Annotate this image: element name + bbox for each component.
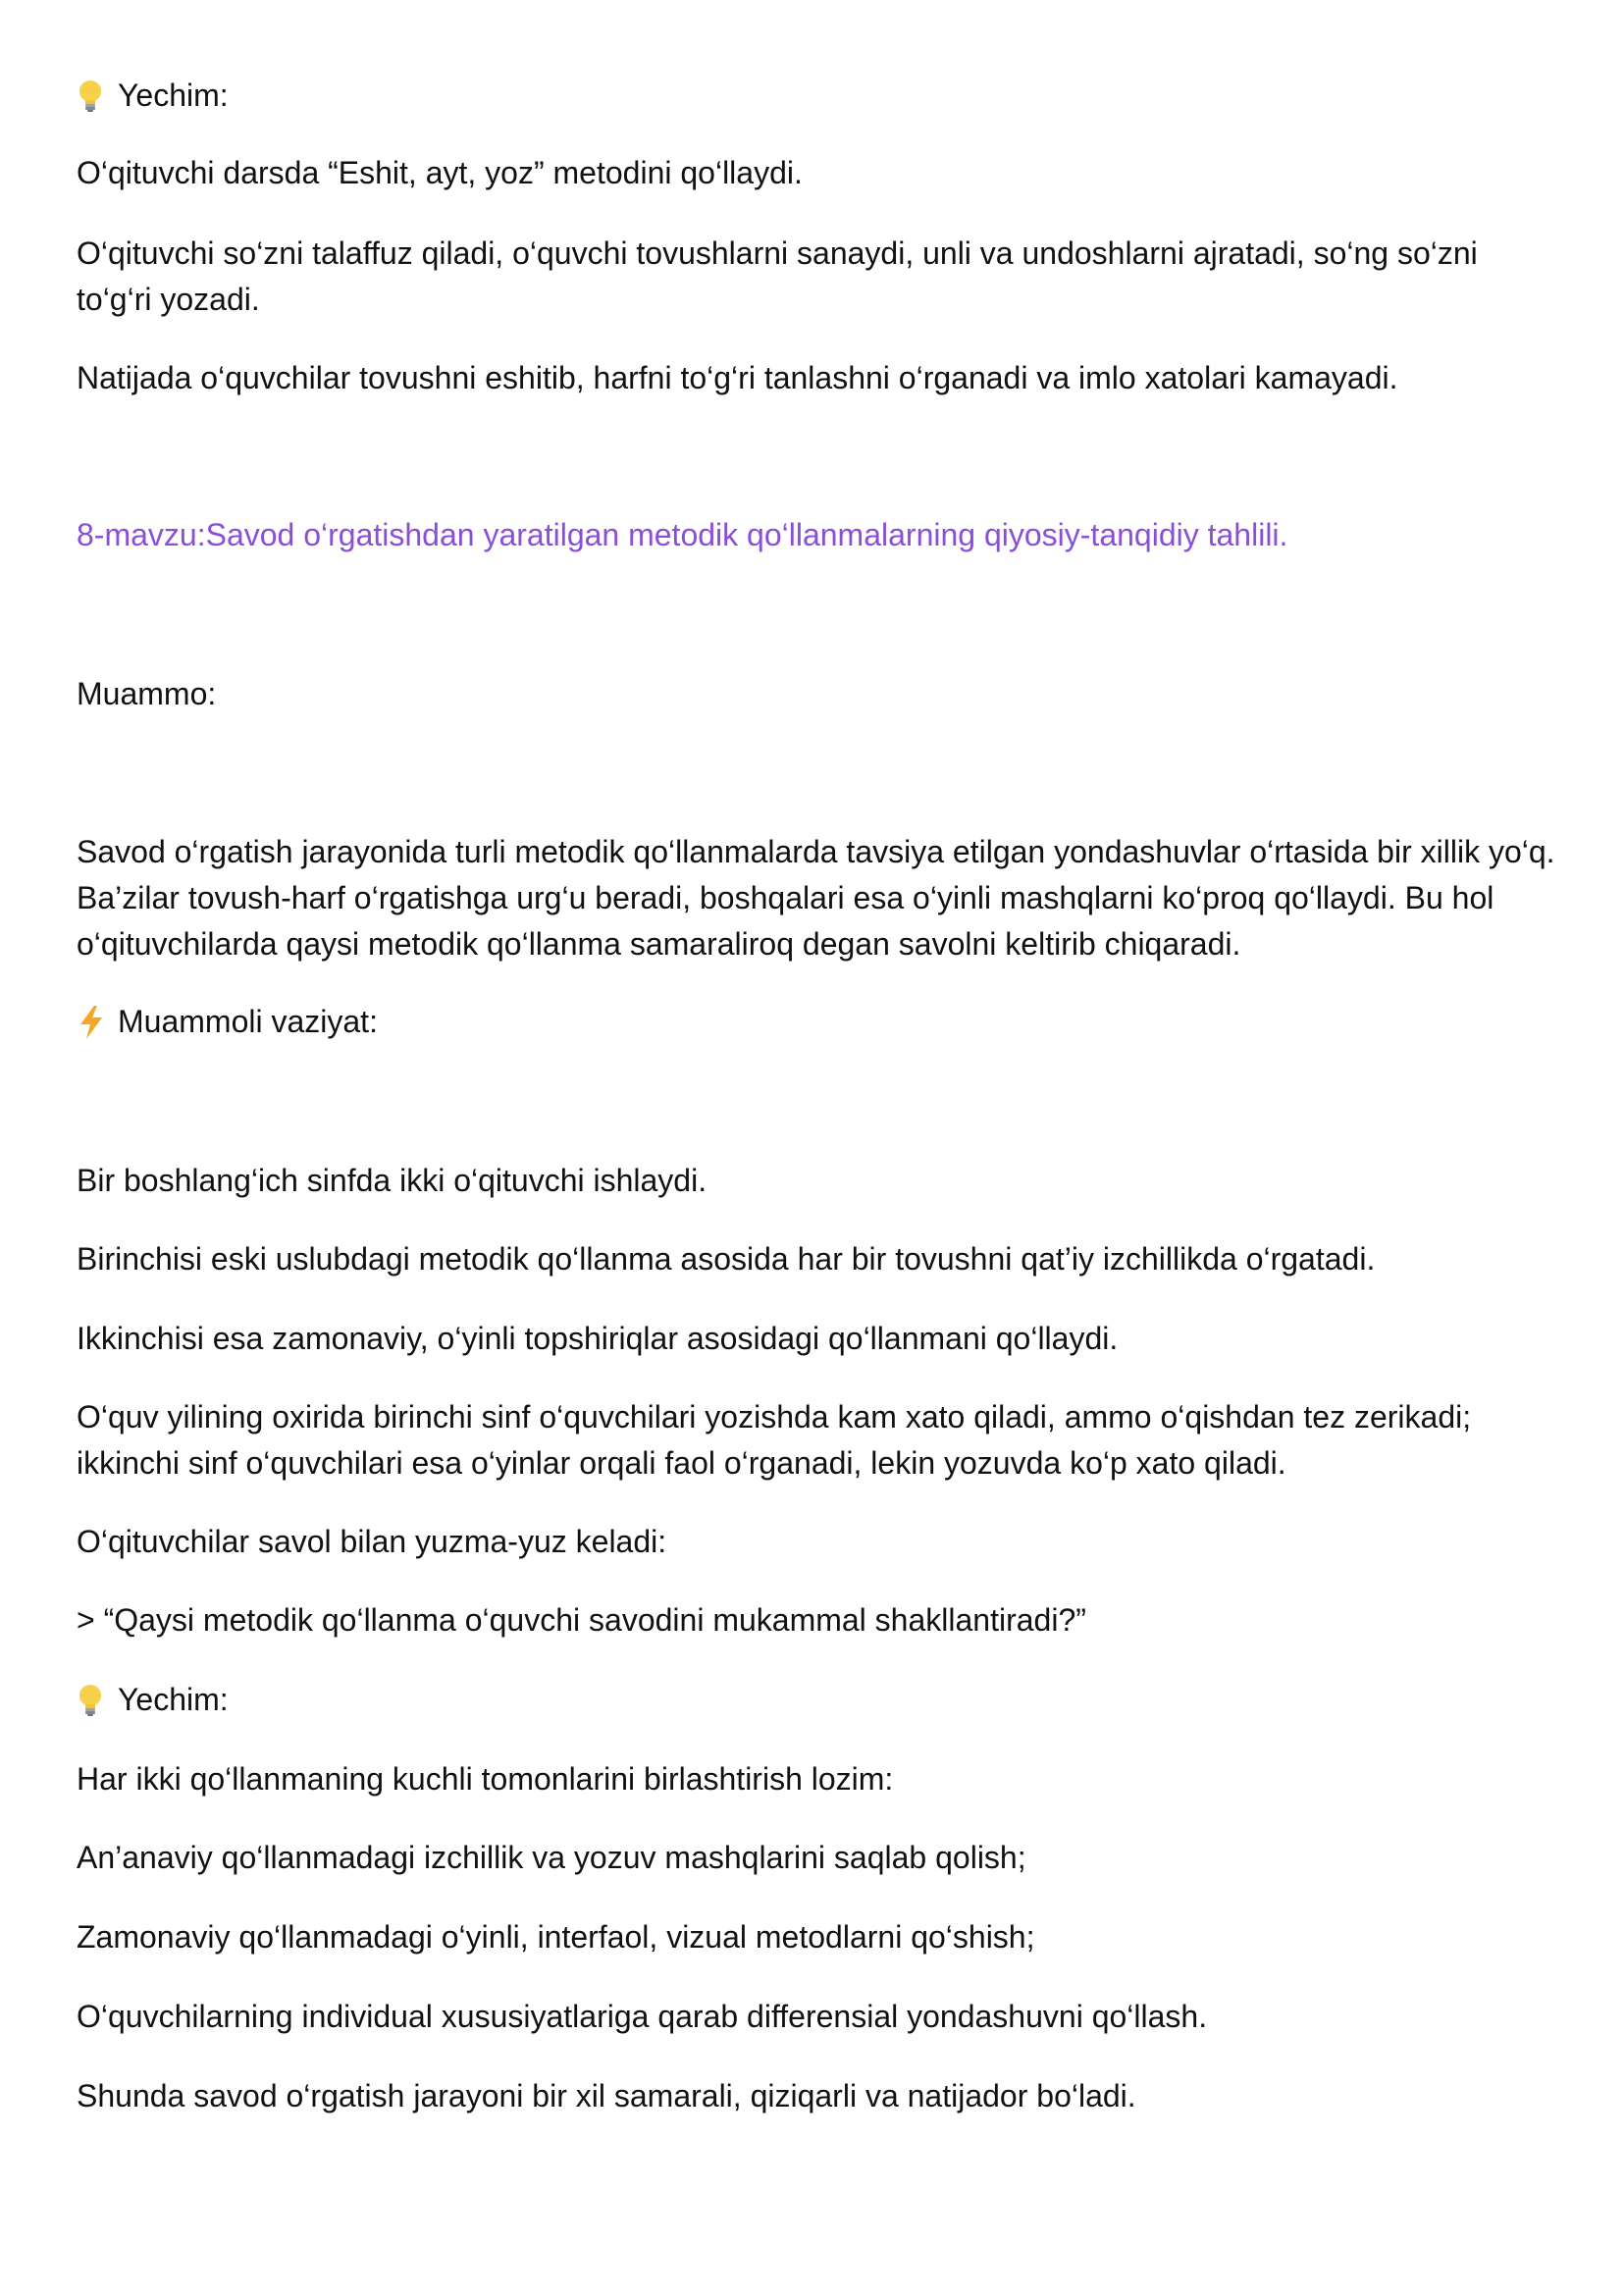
- lightbulb-icon: [77, 78, 110, 114]
- lightning-bolt-icon: [77, 1005, 110, 1040]
- paragraph: Natijada o‘quvchilar tovushni eshitib, harfni to‘g‘ri tanlashni o‘rganadi va imlo xatolari kamayadi.: [77, 360, 1398, 395]
- paragraph: Zamonaviy qo‘llanmadagi o‘yinli, interfaol, vizual metodlarni qo‘shish;: [77, 1919, 1035, 1955]
- solution-heading-text: Yechim:: [118, 78, 229, 113]
- paragraph: Shunda savod o‘rgatish jarayoni bir xil samarali, qiziqarli va natijador bo‘ladi.: [77, 2078, 1136, 2113]
- paragraph: An’anaviy qo‘llanmadagi izchillik va yozuv mashqlarini saqlab qolish;: [77, 1840, 1026, 1875]
- situation-heading-text: Muammoli vaziyat:: [118, 1004, 378, 1039]
- lightbulb-icon: [77, 1683, 110, 1718]
- topic-title: 8-mavzu:Savod o‘rgatishdan yaratilgan metodik qo‘llanmalarning qiyosiy-tanqidiy tahlili.: [77, 517, 1288, 552]
- paragraph: O‘qituvchilar savol bilan yuzma-yuz keladi:: [77, 1524, 667, 1559]
- solution-heading-2: [77, 1677, 1558, 1723]
- paragraph: O‘quv yilining oxirida birinchi sinf o‘quvchilari yozishda kam xato qiladi, ammo o‘qishdan tez zerikadi; ikkinchi sinf o‘quvchilari esa o‘yinlar orqali faol o‘rganadi, lekin yozuvda ko‘p xato qiladi.: [77, 1399, 1472, 1481]
- paragraph: Bir boshlang‘ich sinfda ikki o‘qituvchi ishlaydi.: [77, 1163, 707, 1198]
- problem-text: Savod o‘rgatish jarayonida turli metodik qo‘llanmalarda tavsiya etilgan yondashuvlar o‘rtasida bir xillik yo‘q. Ba’zilar tovush-harf o‘rgatishga urg‘u beradi, boshqalari esa o‘yinli mashqlarni ko‘proq qo‘llaydi. Bu hol o‘qituvchilarda qaysi metodik qo‘llanma samaraliroq degan savolni keltirib chiqaradi.: [77, 834, 1555, 962]
- paragraph: Birinchisi eski uslubdagi metodik qo‘llanma asosida har bir tovushni qat’iy izchillikda o‘rgatadi.: [77, 1241, 1376, 1277]
- solution-heading-1: [77, 73, 1558, 119]
- paragraph: Ikkinchisi esa zamonaviy, o‘yinli topshiriqlar asosidagi qo‘llanmani qo‘llaydi.: [77, 1321, 1119, 1356]
- situation-heading: [77, 999, 1558, 1045]
- quote: > “Qaysi metodik qo‘llanma o‘quvchi savodini mukammal shakllantiradi?”: [77, 1602, 1086, 1638]
- paragraph: O‘qituvchi darsda “Eshit, ayt, yoz” metodini qo‘llaydi.: [77, 155, 803, 190]
- problem-heading: Muammo:: [77, 676, 217, 711]
- solution-heading-text: Yechim:: [118, 1682, 229, 1717]
- paragraph: O‘qituvchi so‘zni talaffuz qiladi, o‘quvchi tovushlarni sanaydi, unli va undoshlarni ajratadi, so‘ng so‘zni to‘g‘ri yozadi.: [77, 235, 1478, 317]
- paragraph: O‘quvchilarning individual xususiyatlariga qarab differensial yondashuvni qo‘llash.: [77, 1999, 1208, 2034]
- paragraph: Har ikki qo‘llanmaning kuchli tomonlarini birlashtirish lozim:: [77, 1761, 894, 1797]
